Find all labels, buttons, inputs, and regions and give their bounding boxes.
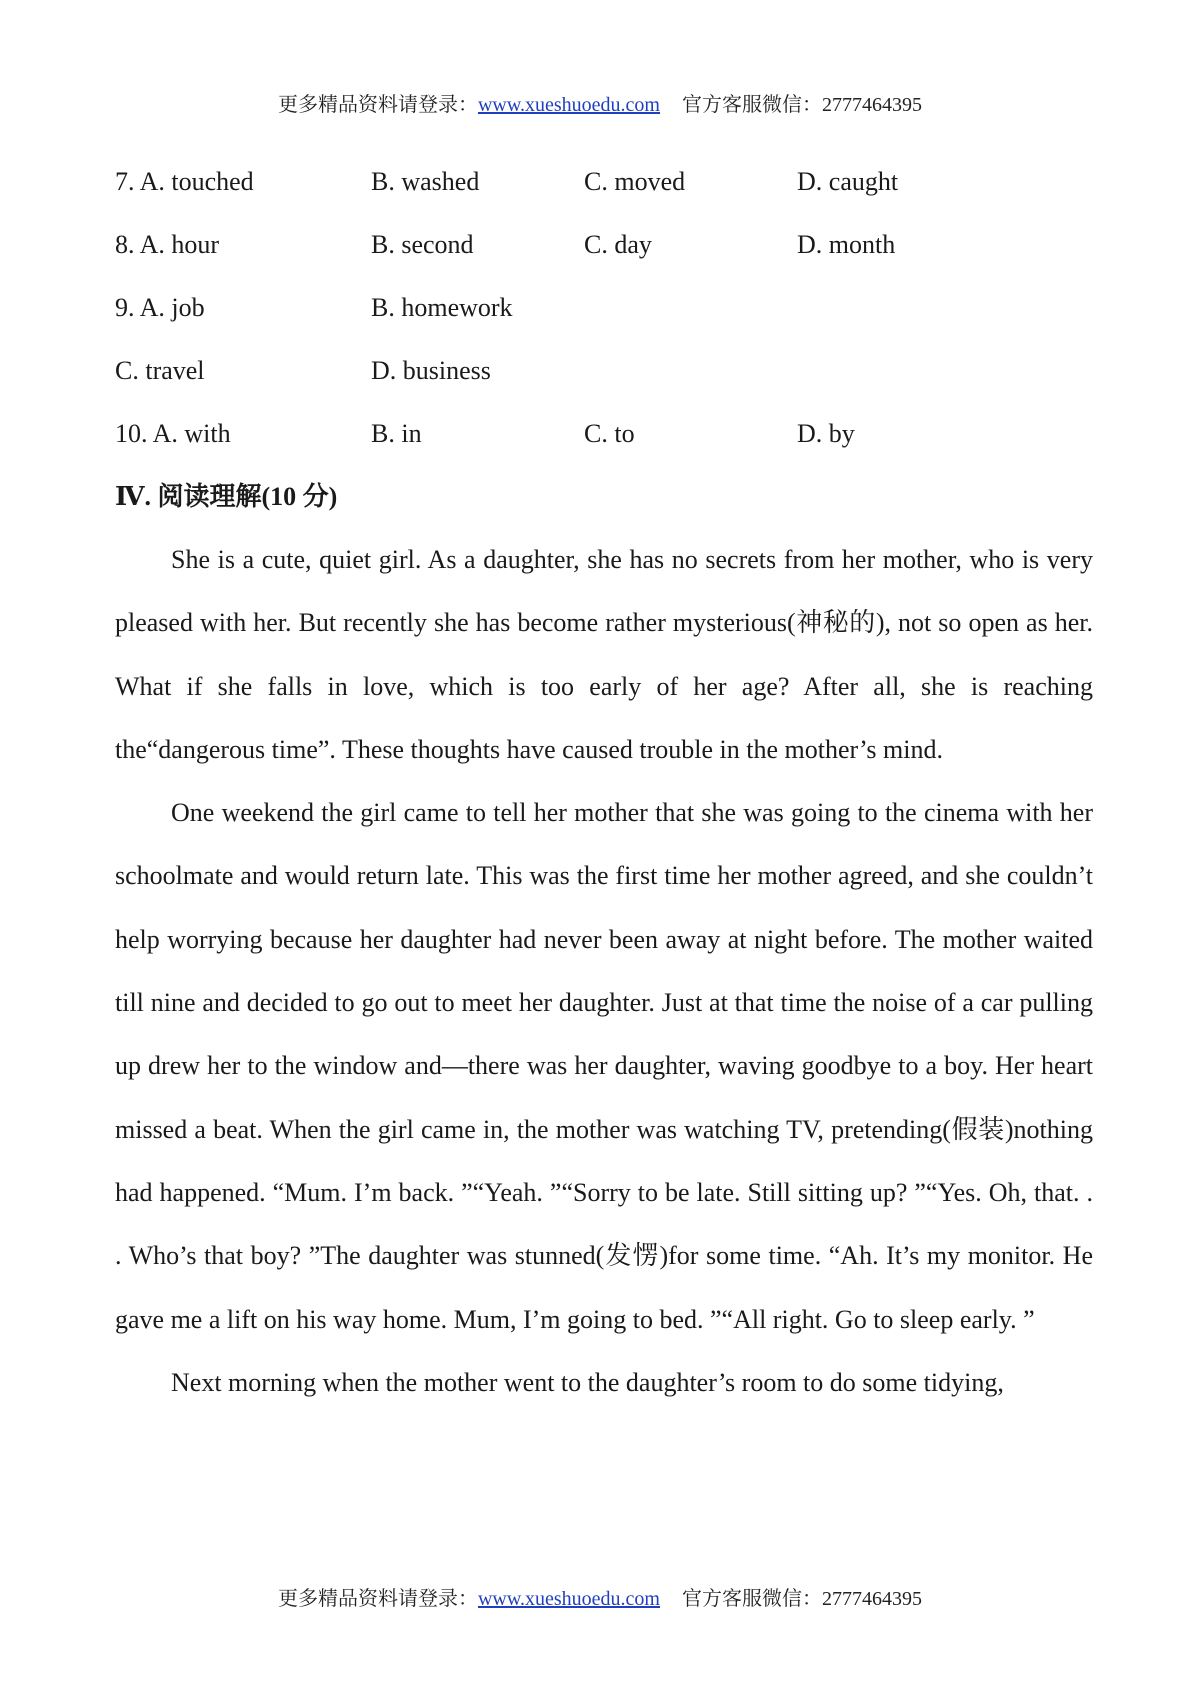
option: B. homework [371,293,513,322]
question-10-options [115,402,1093,465]
paragraph-3: Next morning when the mother went to the daughter’s room to do some tidying, [171,1367,1004,1397]
paragraph-2: One weekend the girl came to tell her mother that she was going to the cinema with her schoolmate and would return late. This was the first time her mother agreed, and she couldn’t help worrying because her daughter had never been away at night before. The mother waited till nine and decided to go out to meet her daughter. Just at that time the noise of a car pulling up drew her to the window and—there was her daughter, waving goodbye to a boy. Her heart missed a beat. When the girl came in, the mother was watching TV, pretending(假装)nothing had happened. “Mum. I’m back. ”“Yeah. ”“Sorry to be late. Still sitting up? ”“Yes. Oh, that. . . Who’s that boy? ”The daughter was stunned(发愣)for some time. “Ah. It’s my monitor. He gave me a lift on his way home. Mum, I’m going to bed. ”“All right. Go to sleep early. ” [115,798,1093,1334]
option: D. by [797,419,855,448]
option: 8. A. hour [115,230,219,259]
question-8-options [115,213,1093,276]
question-9-options-a [115,276,1093,339]
section-title: Ⅳ. 阅读理解(10 分) [115,482,338,511]
header-prefix: 更多精品资料请登录： [277,94,478,116]
option: B. washed [371,167,480,196]
option: 9. A. job [115,293,205,322]
paragraph-1: She is a cute, quiet girl. As a daughter, she has no secrets from her mother, who is very pleased with her. But recently she has become rather mysterious(神秘的), not so open as her. What if she falls in love, which is too early of her age? After all, she is reaching the“dangerous time”. These thoughts have caused trouble in the mother’s mind. [115,545,1093,764]
question-9-options-b [115,339,1093,402]
option: 7. A. touched [115,167,254,196]
option: D. caught [797,167,899,196]
option: C. to [584,419,635,448]
option: D. business [371,356,491,385]
header-service: 官方客服微信：2777464395 [682,94,922,116]
footer-service: 官方客服微信：2777464395 [682,1588,922,1610]
option: C. moved [584,167,686,196]
footer-prefix: 更多精品资料请登录： [277,1588,478,1610]
page-content [115,150,1093,1414]
page-footer [0,1582,1200,1611]
question-7-options [115,150,1093,213]
option: B. in [371,419,422,448]
header-link[interactable]: www.xueshuoedu.com [477,94,660,116]
option: C. day [584,230,652,259]
option: D. month [797,230,896,259]
footer-link[interactable]: www.xueshuoedu.com [477,1588,660,1610]
page-header [0,88,1200,117]
option: B. second [371,230,474,259]
option: C. travel [115,356,205,385]
option: 10. A. with [115,419,231,448]
